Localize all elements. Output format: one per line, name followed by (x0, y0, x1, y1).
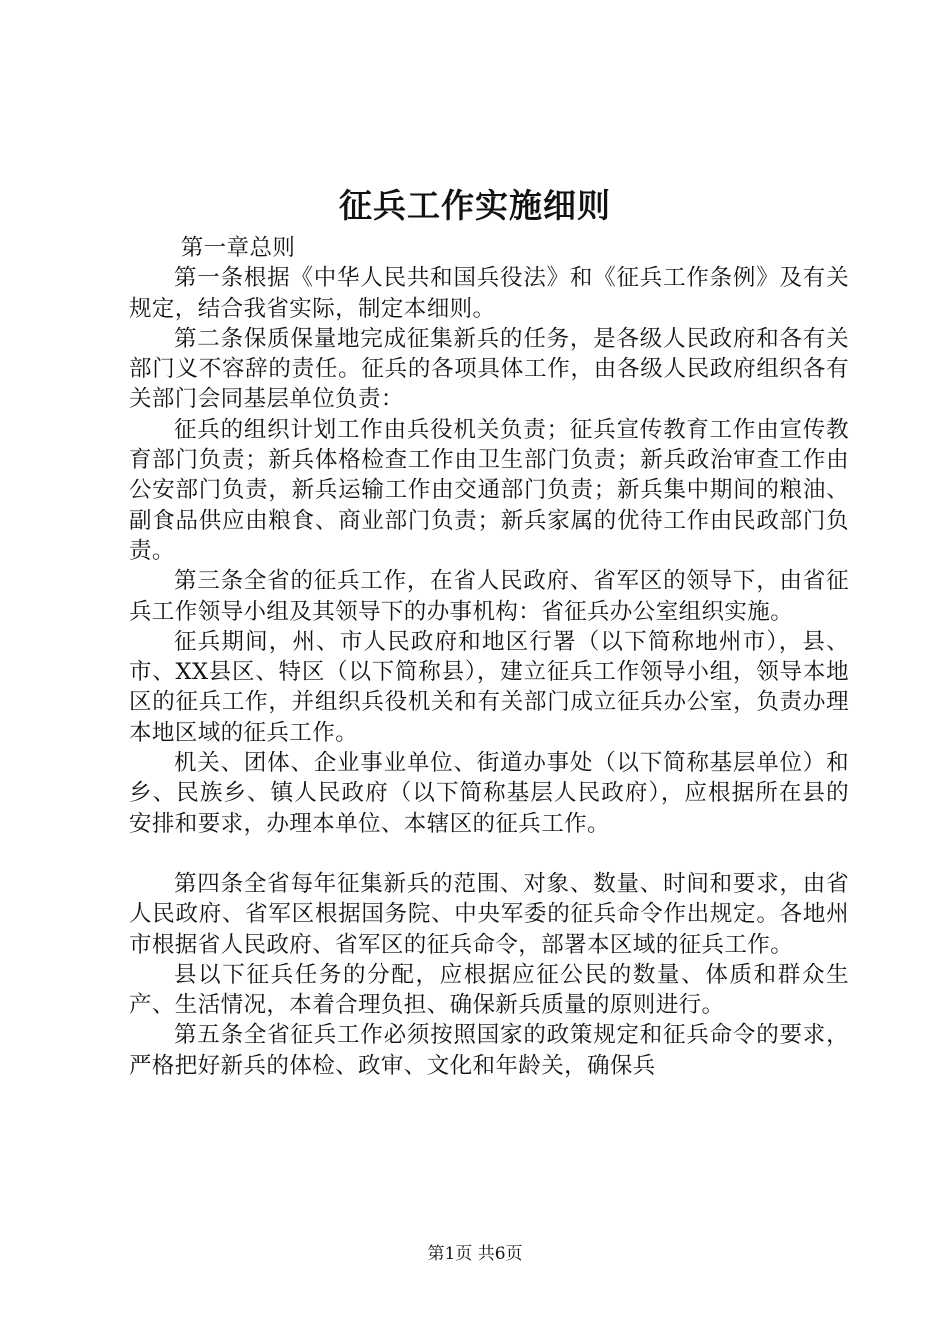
document-body (129, 233, 849, 1081)
document-title: 征兵工作实施细则 (339, 186, 611, 225)
paragraph-article-2-detail: 征兵的组织计划工作由兵役机关负责；征兵宣传教育工作由宣传教育部门负责；新兵体格检查工作由卫生部门负责；新兵政治审查工作由公安部门负责，新兵运输工作由交通部门负责；新兵集中期间的粮油、副食品供应由粮食、商业部门负责；新兵家属的优待工作由民政部门负责。 (129, 416, 849, 564)
paragraph-article-5: 第五条全省征兵工作必须按照国家的政策规定和征兵命令的要求，严格把好新兵的体检、政审、文化和年龄关，确保兵 (129, 1022, 849, 1079)
paragraph-article-2: 第二条保质保量地完成征集新兵的任务，是各级人民政府和各有关部门义不容辞的责任。征兵的各项具体工作，由各级人民政府组织各有关部门会同基层单位负责： (129, 325, 849, 413)
paragraph-article-3: 第三条全省的征兵工作，在省人民政府、省军区的领导下，由省征兵工作领导小组及其领导下的办事机构：省征兵办公室组织实施。 (129, 568, 849, 625)
page-number-footer: 第1页 共6页 (427, 1244, 523, 1264)
paragraph-article-1: 第一条根据《中华人民共和国兵役法》和《征兵工作条例》及有关规定，结合我省实际，制定本细则。 (129, 265, 849, 322)
paragraph-article-4-county: 县以下征兵任务的分配，应根据应征公民的数量、体质和群众生产、生活情况，本着合理负担、确保新兵质量的原则进行。 (129, 961, 849, 1019)
paragraph-article-4: 第四条全省每年征集新兵的范围、对象、数量、时间和要求，由省人民政府、省军区根据国务院、中央军委的征兵命令作出规定。各地州市根据省人民政府、省军区的征兵命令，部署本区域的征兵工作。 (129, 870, 849, 958)
paragraph-spacer (129, 839, 849, 869)
paragraph-article-3-local: 征兵期间，州、市人民政府和地区行署（以下简称地州市），县、市、XX县区、特区（以下简称县），建立征兵工作领导小组，领导本地区的征兵工作，并组织兵役机关和有关部门成立征兵办公室，负责办理本地区域的征兵工作。 (129, 628, 849, 746)
chapter-heading: 第一章总则 (180, 235, 296, 261)
paragraph-article-3-units: 机关、团体、企业事业单位、街道办事处（以下简称基层单位）和乡、民族乡、镇人民政府（以下简称基层人民政府），应根据所在县的安排和要求，办理本单位、本辖区的征兵工作。 (129, 750, 849, 837)
